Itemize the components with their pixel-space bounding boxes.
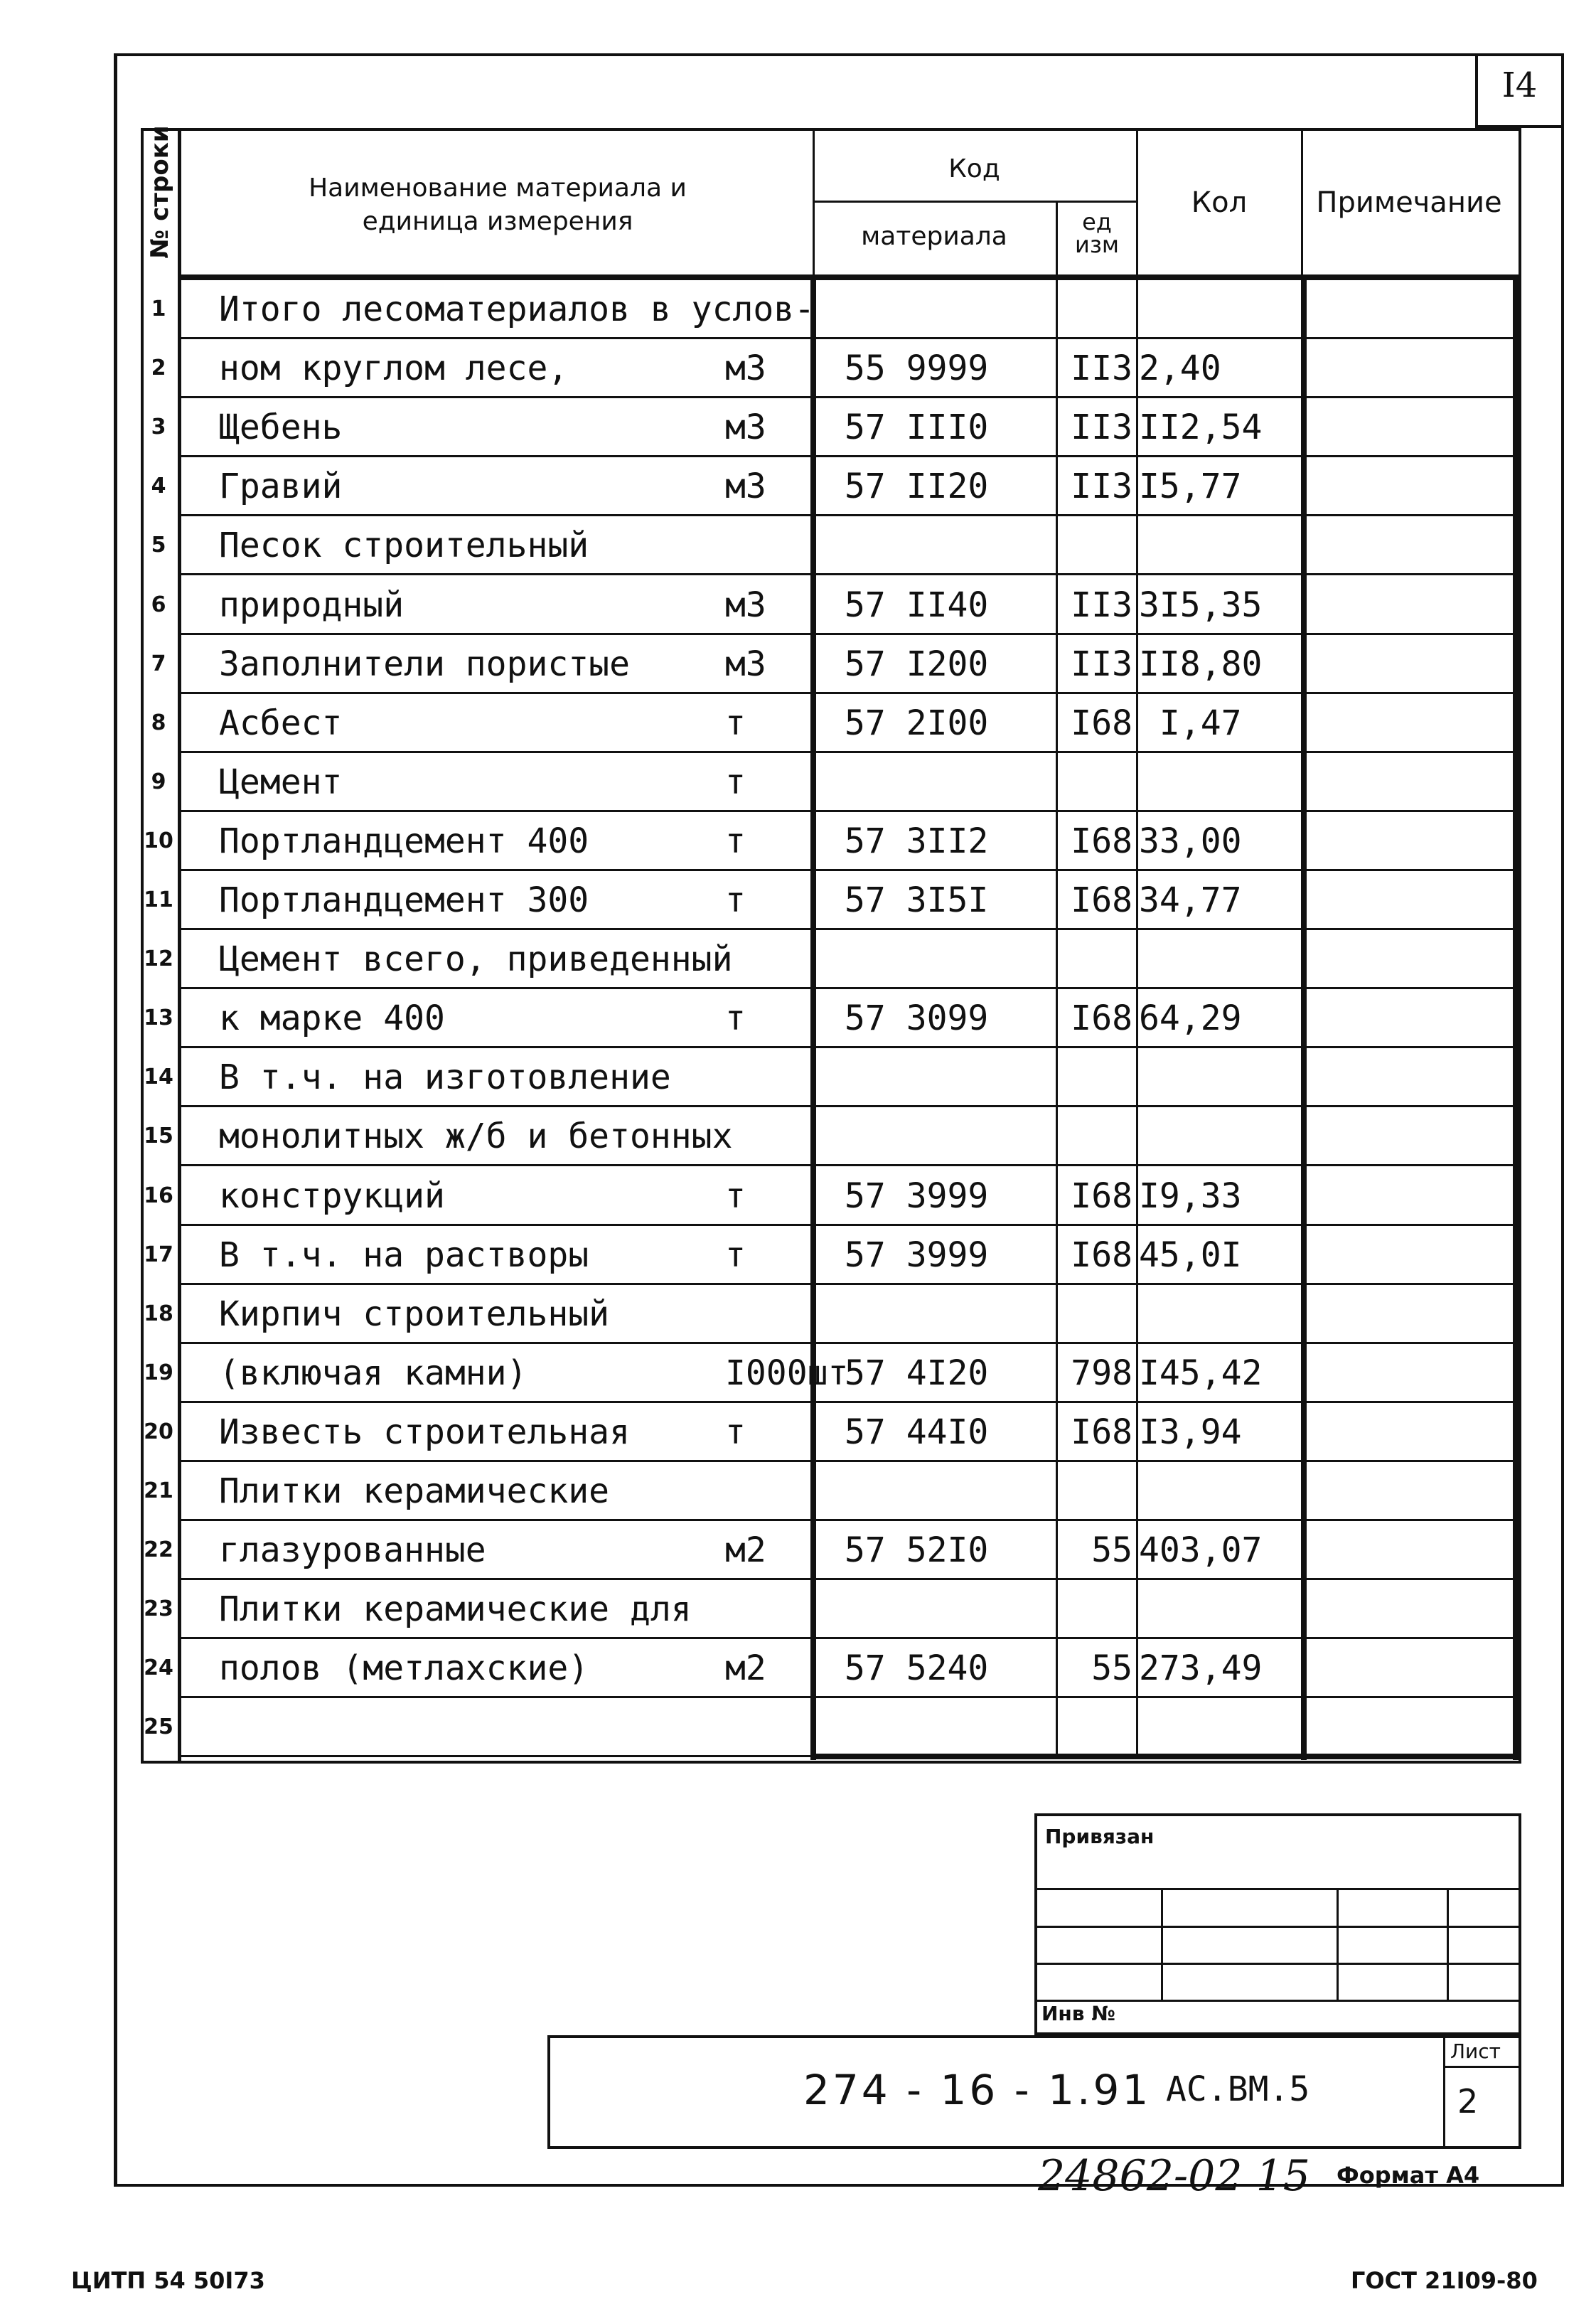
table-row: [151, 339, 1519, 398]
row-number: 17: [144, 1242, 173, 1267]
unit-code: I68: [1071, 880, 1132, 920]
material-name: Портландцемент 300: [219, 880, 589, 920]
row-number: 16: [144, 1183, 173, 1208]
row-number: 15: [144, 1124, 173, 1148]
row-number: 1: [151, 297, 166, 321]
quantity: I9,33: [1139, 1176, 1242, 1216]
material-code: 57 3I5I: [845, 880, 989, 920]
table-row: [144, 1403, 1519, 1462]
material-code-header: материала: [861, 222, 1007, 251]
material-code: 57 4I20: [845, 1353, 989, 1393]
table-row: [151, 694, 1519, 753]
sheet-label: Лист: [1450, 2039, 1501, 2063]
material-name: глазурованные: [219, 1530, 486, 1570]
unit-of-measure: м3: [725, 407, 766, 447]
material-code: 57 III0: [845, 407, 989, 447]
table-row: [144, 1344, 1519, 1403]
row-number: 6: [151, 592, 166, 617]
material-code: 57 5240: [845, 1648, 989, 1688]
row-number: 18: [144, 1301, 173, 1326]
table-row: [144, 1226, 1519, 1285]
quantity: 34,77: [1139, 880, 1242, 920]
material-code: 57 44I0: [845, 1412, 989, 1452]
code-header: Код: [948, 154, 1000, 183]
table-row: [144, 1285, 1519, 1344]
row-number: 3: [151, 415, 166, 439]
unit-of-measure: т: [725, 1412, 746, 1452]
row-number: 4: [151, 474, 166, 498]
table-row: [144, 1462, 1519, 1521]
row-number: 2: [151, 356, 166, 380]
unit-of-measure: м3: [725, 585, 766, 625]
table-row: [144, 1167, 1519, 1226]
material-name: В т.ч. на растворы: [219, 1235, 589, 1275]
table-row: [151, 280, 1519, 339]
table-row: [144, 871, 1519, 930]
row-number: 12: [144, 946, 173, 971]
quantity: 2,40: [1139, 348, 1221, 388]
table-row: [144, 1048, 1519, 1107]
unit-code: I68: [1071, 821, 1132, 861]
material-code: 57 3999: [845, 1176, 989, 1216]
material-code: 57 52I0: [845, 1530, 989, 1570]
unit-of-measure: м3: [725, 644, 766, 684]
table-row: [151, 457, 1519, 516]
unit-code: II3: [1071, 466, 1132, 506]
unit-code: II3: [1071, 348, 1132, 388]
table-row: [151, 576, 1519, 635]
right-footer: ГОСТ 21I09-80: [1351, 2267, 1538, 2294]
material-name: Цемент всего, приведенный: [219, 939, 733, 979]
material-name: Портландцемент 400: [219, 821, 589, 861]
row-number: 23: [144, 1596, 173, 1621]
unit-code: 55: [1091, 1530, 1132, 1570]
material-name: Песок строительный: [219, 526, 589, 565]
col-line-code-top: [813, 128, 815, 277]
table-row: [144, 989, 1519, 1048]
quantity: 64,29: [1139, 998, 1242, 1038]
format-label: Формат А4: [1337, 2162, 1480, 2189]
unit-code: I68: [1071, 1235, 1132, 1275]
unit-code: II3: [1071, 644, 1132, 684]
row-number: 25: [144, 1715, 173, 1739]
material-name: (включая камни): [219, 1353, 527, 1393]
unit-code-header-2: изм: [1075, 231, 1119, 258]
quantity: 273,49: [1139, 1648, 1263, 1688]
material-name: ном круглом лесе,: [219, 348, 569, 388]
row-number: 10: [144, 828, 173, 853]
name-header-line1: Наименование материала и: [309, 174, 687, 203]
material-name: Заполнители пористые: [219, 644, 630, 684]
row-number: 8: [151, 710, 166, 735]
col-line-note-top: [1301, 128, 1303, 277]
material-name: Гравий: [219, 466, 343, 506]
row-number: 24: [144, 1655, 173, 1680]
material-code: 57 3999: [845, 1235, 989, 1275]
material-name: Щебень: [219, 407, 343, 447]
unit-of-measure: т: [725, 880, 746, 920]
unit-of-measure: т: [725, 998, 746, 1038]
unit-of-measure: т: [725, 703, 746, 743]
row-number-header: № строки: [146, 125, 174, 259]
code-subheader-line: [813, 201, 1136, 203]
material-code: 57 2I00: [845, 703, 989, 743]
unit-code: 55: [1091, 1648, 1132, 1688]
material-name: Асбест: [219, 703, 343, 743]
row-number: 11: [144, 887, 173, 912]
unit-code: I68: [1071, 1176, 1132, 1216]
unit-of-measure: м2: [725, 1648, 766, 1688]
table-row: [144, 1521, 1519, 1580]
row-number: 7: [151, 651, 166, 676]
row-number: 21: [144, 1478, 173, 1503]
quantity: II2,54: [1139, 407, 1263, 447]
handwritten-number: 24862-02 15: [1038, 2151, 1310, 2201]
material-name: Цемент: [219, 762, 343, 802]
material-name: Плитки керамические: [219, 1471, 610, 1511]
row-number: 14: [144, 1065, 173, 1089]
material-name: Плитки керамические для: [219, 1589, 692, 1629]
material-code: 57 II40: [845, 585, 989, 625]
material-name: конструкций: [219, 1176, 445, 1216]
table-row: [144, 812, 1519, 871]
table-row: [144, 1639, 1519, 1698]
row-number: 9: [151, 769, 166, 794]
material-code: 57 I200: [845, 644, 989, 684]
material-name: В т.ч. на изготовление: [219, 1057, 671, 1097]
thick-line-header-bottom: [178, 274, 1519, 280]
unit-of-measure: I000шт: [725, 1353, 849, 1393]
material-name: Итого лесоматериалов в услов-: [219, 289, 815, 329]
material-code: 57 II20: [845, 466, 989, 506]
inv-label: Инв №: [1041, 2002, 1115, 2025]
stamp-col-1: [1161, 1888, 1163, 2000]
table-row: [144, 930, 1519, 989]
material-name: к марке 400: [219, 998, 445, 1038]
unit-code-header-1: ед: [1082, 208, 1112, 235]
bound-label: Привязан: [1045, 1825, 1155, 1848]
material-code: 55 9999: [845, 348, 989, 388]
material-code: 57 3II2: [845, 821, 989, 861]
material-name: Известь строительная: [219, 1412, 630, 1452]
row-number: 22: [144, 1537, 173, 1562]
unit-code: 798: [1071, 1353, 1132, 1393]
material-name: природный: [219, 585, 405, 625]
unit-code: I68: [1071, 703, 1132, 743]
stamp-col-2: [1337, 1888, 1339, 2000]
unit-code: I68: [1071, 1412, 1132, 1452]
quantity: I45,42: [1139, 1353, 1263, 1393]
unit-of-measure: м3: [725, 466, 766, 506]
row-number: 5: [151, 533, 166, 558]
material-name: монолитных ж/б и бетонных: [219, 1116, 733, 1156]
quantity: 33,00: [1139, 821, 1242, 861]
unit-of-measure: т: [725, 821, 746, 861]
qty-header: Кол: [1191, 186, 1248, 219]
row-number: 19: [144, 1360, 173, 1385]
sheet-number: 2: [1457, 2082, 1479, 2121]
row-number: 20: [144, 1419, 173, 1444]
name-header-line2: единица измерения: [362, 207, 633, 236]
quantity: 403,07: [1139, 1530, 1263, 1570]
table-row: [151, 635, 1519, 694]
table-row: [144, 1580, 1519, 1639]
left-footer: ЦИТП 54 50I73: [71, 2267, 265, 2294]
quantity: I,47: [1139, 703, 1242, 743]
unit-of-measure: м3: [725, 348, 766, 388]
table-row: [144, 1107, 1519, 1166]
quantity: I5,77: [1139, 466, 1242, 506]
table-row: [151, 753, 1519, 812]
sheet-box-left: [1443, 2035, 1445, 2149]
unit-of-measure: т: [725, 1176, 746, 1216]
material-name: Кирпич строительный: [219, 1294, 610, 1334]
stamp-col-3: [1447, 1888, 1449, 2000]
sheet-box-divider: [1443, 2066, 1521, 2068]
unit-of-measure: т: [725, 1235, 746, 1275]
unit-code: I68: [1071, 998, 1132, 1038]
row-number: 13: [144, 1006, 173, 1030]
doc-code: 274 - 16 - 1.91: [803, 2066, 1152, 2114]
quantity: 45,0I: [1139, 1235, 1242, 1275]
note-header: Примечание: [1316, 186, 1502, 219]
row-divider: [178, 1755, 1519, 1757]
table-row: [151, 398, 1519, 457]
unit-of-measure: м2: [725, 1530, 766, 1570]
unit-code: II3: [1071, 585, 1132, 625]
quantity: 3I5,35: [1139, 585, 1263, 625]
unit-of-measure: т: [725, 762, 746, 802]
table-row: [144, 1698, 1519, 1757]
quantity: I3,94: [1139, 1412, 1242, 1452]
unit-code: II3: [1071, 407, 1132, 447]
doc-suffix: АС.ВМ.5: [1166, 2069, 1310, 2109]
table-row: [151, 516, 1519, 575]
sheet-corner-number: I4: [1501, 65, 1538, 105]
material-code: 57 3099: [845, 998, 989, 1038]
material-name: полов (метлахские): [219, 1648, 589, 1688]
quantity: II8,80: [1139, 644, 1263, 684]
